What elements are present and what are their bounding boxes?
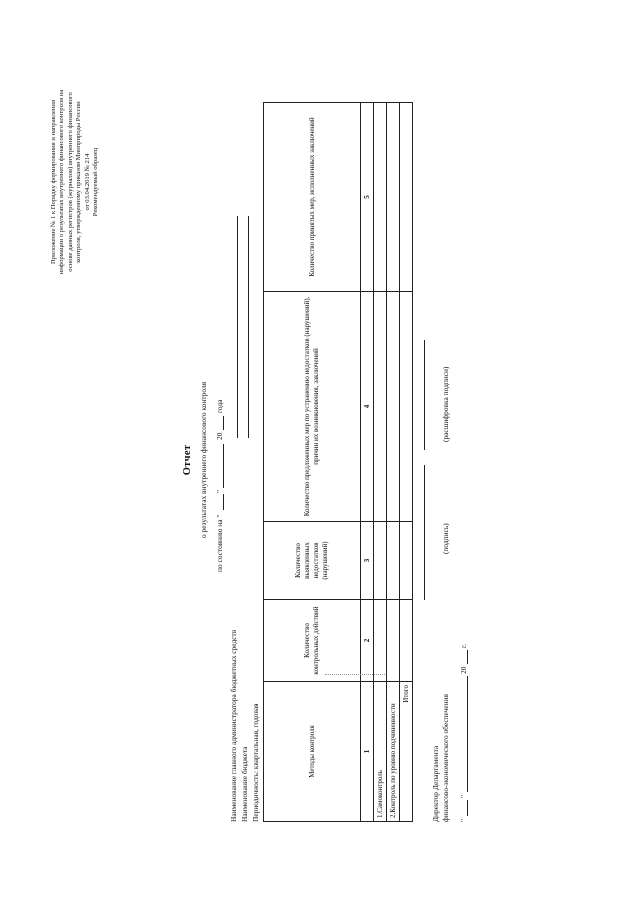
table-cell: [374, 522, 387, 600]
table-cell: [400, 522, 413, 600]
chief-administrator-label: Наименование главного администратора бюджетных средств: [229, 629, 238, 822]
signature-decoding-blank: [424, 340, 425, 450]
table-cell: [387, 522, 400, 600]
total-row: [400, 103, 413, 822]
table-row: [374, 103, 387, 822]
column-number: 2: [361, 600, 374, 682]
appendix-note: [50, 84, 100, 280]
table-cell: [374, 292, 387, 522]
column-number: 5: [361, 103, 374, 292]
appendix-line: информации о результатах внутреннего финансового контроля на: [58, 89, 66, 275]
date-quote-open: ": [459, 818, 468, 822]
as-of-prefix: по состоянию на ": [215, 514, 224, 572]
as-of-year-word: года: [215, 399, 224, 413]
table-cell: [387, 292, 400, 522]
as-of-day-blank: [223, 494, 224, 510]
table-cell: [387, 103, 400, 292]
as-of-quote: ": [215, 489, 224, 493]
table-cell: [374, 600, 387, 682]
as-of-year-blank: [223, 416, 224, 430]
appendix-line: контроля, утвержденному приказом Минприроды России: [75, 101, 83, 263]
report-title: Отчет: [182, 444, 193, 476]
table-cell: [400, 292, 413, 522]
date-year-prefix: 20: [459, 666, 468, 674]
appendix-line: основе данных регистров (журналов) внутреннего финансового: [66, 92, 74, 272]
total-label: Итого: [400, 682, 413, 822]
signature-blank: [424, 465, 425, 600]
budget-blank: [248, 216, 249, 438]
column-header-control-methods: Методы контроля: [264, 682, 361, 822]
report-subtitle: о результатах внутреннего финансового контроля: [199, 381, 208, 539]
periodicity-label: Периодичность: квартальная, годовая: [251, 703, 260, 822]
as-of-month-blank: [223, 444, 224, 488]
column-header-identified-deficiencies: Количество выявленных недостатков (нарушений): [264, 522, 361, 600]
fold-mark: [325, 674, 385, 675]
signatory-position-line2: финансово-экономического обеспечения: [441, 694, 450, 822]
appendix-line: от 03.04.2019 № 214: [83, 153, 91, 211]
date-month-blank: [467, 676, 468, 792]
budget-label: Наименование бюджета: [240, 746, 249, 822]
column-header-control-actions: Количество контрольных действий: [264, 600, 361, 682]
control-results-table: [263, 102, 413, 822]
recommended-sample-label: Рекомендуемый образец: [92, 147, 100, 217]
table-cell: [400, 103, 413, 292]
column-number: 4: [361, 292, 374, 522]
table-cell: [400, 600, 413, 682]
as-of-year-prefix: 20: [215, 432, 224, 440]
date-day-blank: [467, 800, 468, 816]
date-quote-close: ": [459, 794, 468, 798]
signatory-position-line1: Директор Департамента: [431, 745, 440, 822]
chief-administrator-blank: [237, 216, 238, 438]
row-label-subordination-control: 2.Контроль по уровню подчиненности: [387, 682, 400, 822]
table-row: [387, 103, 400, 822]
table-cell: [387, 600, 400, 682]
date-year-blank: [467, 650, 468, 664]
column-header-adopted-measures: Количество принятых мер, исполненных заключений: [264, 103, 361, 292]
date-year-suffix: г.: [459, 643, 468, 648]
table-cell: [374, 103, 387, 292]
column-numbers-row: [361, 103, 374, 822]
column-number: 1: [361, 682, 374, 822]
rotated-report-sheet: [40, 50, 600, 850]
signature-decoding-caption: (расшифровка подписи): [441, 366, 450, 442]
table-header-row: [264, 103, 361, 822]
signature-caption: (подпись): [441, 523, 450, 554]
column-header-proposed-measures: Количество предложенных мер по устранению недостатков (нарушений), причин их возникновения, заключений: [264, 292, 361, 522]
row-label-self-control: 1.Самоконтроль: [374, 682, 387, 822]
column-number: 3: [361, 522, 374, 600]
appendix-line: Приложение № 1 к Порядку формирования и направления: [50, 100, 57, 264]
